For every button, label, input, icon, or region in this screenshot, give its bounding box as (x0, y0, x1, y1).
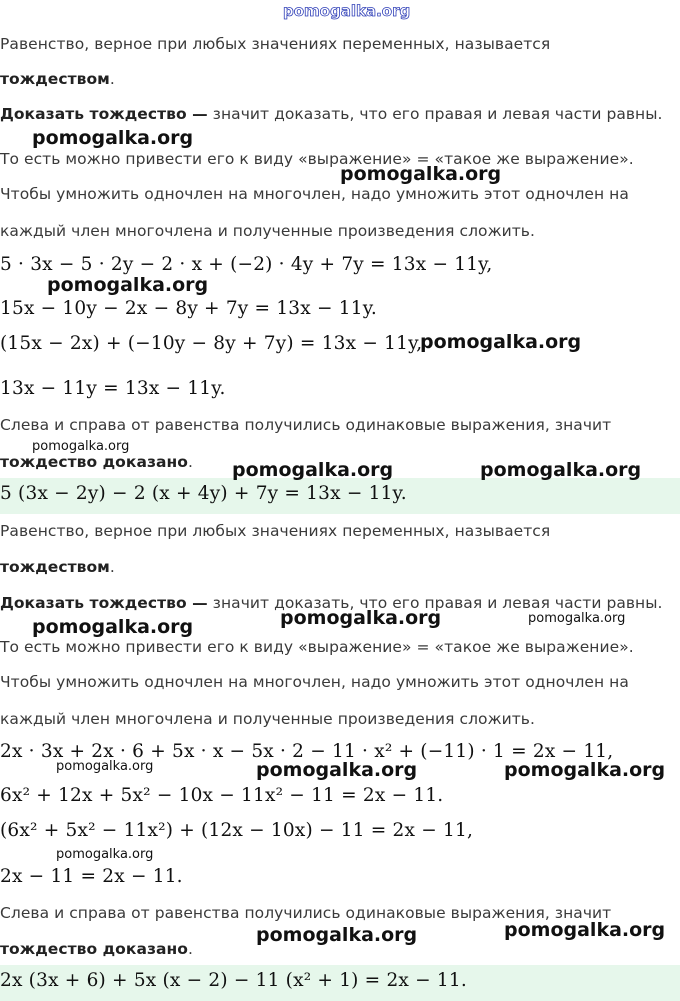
watermark: pomogalka.org (32, 616, 194, 638)
definition-term (0, 558, 115, 576)
conclusion (0, 940, 193, 958)
prove-rest: значит доказать, что его правая и левая части равны. (207, 105, 663, 123)
watermark: pomogalka.org (32, 439, 130, 454)
conclusion (0, 453, 193, 471)
rule-line-2: каждый член многочлена и полученные произведения сложить. (0, 222, 535, 240)
watermark: pomogalka.org (504, 919, 666, 941)
banner-expression: 5 (3x − 2y) − 2 (x + 4y) + 7y = 13x − 11y. (0, 483, 407, 504)
term-end: . (109, 558, 115, 576)
watermark: pomogalka.org (528, 611, 626, 626)
watermark: pomogalka.org (480, 459, 642, 481)
math-step: 15x − 10y − 2x − 8y + 7y = 13x − 11y. (0, 298, 377, 319)
watermark: pomogalka.org (232, 459, 394, 481)
watermark: pomogalka.org (340, 163, 502, 185)
watermark: pomogalka.org (32, 127, 194, 149)
rule-line-1: Чтобы умножить одночлен на многочлен, надо умножить этот одночлен на (0, 185, 629, 203)
math-step: (6x² + 5x² − 11x²) + (12x − 10x) − 11 = 2x − 11, (0, 820, 474, 841)
watermark: pomogalka.org (56, 759, 154, 774)
prove-bold: Доказать тождество — (0, 105, 208, 123)
conclusion-bold: тождество доказано (0, 940, 188, 958)
watermark: pomogalka.org (256, 759, 418, 781)
definition-line: Равенство, верное при любых значениях переменных, называется (0, 522, 551, 540)
math-step: 2x · 3x + 2x · 6 + 5x · x − 5x · 2 − 11 · x² + (−11) · 1 = 2x − 11, (0, 741, 614, 762)
definition-term (0, 70, 115, 88)
prove-bold: Доказать тождество — (0, 594, 208, 612)
watermark: pomogalka.org (420, 331, 582, 353)
term-bold: тождеством (0, 70, 110, 88)
term-end: . (109, 70, 115, 88)
banner-expression: 2x (3x + 6) + 5x (x − 2) − 11 (x² + 1) = 2x − 11. (0, 970, 467, 991)
rule-line-1: Чтобы умножить одночлен на многочлен, надо умножить этот одночлен на (0, 673, 629, 691)
math-step: 5 · 3x − 5 · 2y − 2 · x + (−2) · 4y + 7y = 13x − 11y, (0, 254, 493, 275)
math-step: (15x − 2x) + (−10y − 8y + 7y) = 13x − 11y, (0, 333, 423, 354)
math-step: 6x² + 12x + 5x² − 10x − 11x² − 11 = 2x − 11. (0, 785, 444, 806)
math-step: 13x − 11y = 13x − 11y. (0, 378, 226, 399)
conclusion-line: Слева и справа от равенства получились одинаковые выражения, значит (0, 904, 612, 922)
conclusion-end: . (187, 940, 193, 958)
watermark: pomogalka.org (256, 924, 418, 946)
watermark: pomogalka.org (504, 759, 666, 781)
form-line: То есть можно привести его к виду «выражение» = «такое же выражение». (0, 638, 634, 656)
conclusion-end: . (187, 453, 193, 471)
term-bold: тождеством (0, 558, 110, 576)
conclusion-bold: тождество доказано (0, 453, 188, 471)
prove-definition (0, 105, 663, 123)
expression-banner (0, 478, 680, 514)
expression-banner (0, 965, 680, 1001)
watermark: pomogalka.org (47, 274, 209, 296)
form-line: То есть можно привести его к виду «выражение» = «такое же выражение». (0, 150, 634, 168)
site-watermark: pomogalka.org (283, 2, 411, 20)
rule-line-2: каждый член многочлена и полученные произведения сложить. (0, 710, 535, 728)
conclusion-line: Слева и справа от равенства получились одинаковые выражения, значит (0, 416, 612, 434)
watermark: pomogalka.org (280, 607, 442, 629)
math-step: 2x − 11 = 2x − 11. (0, 866, 183, 887)
definition-line: Равенство, верное при любых значениях переменных, называется (0, 35, 551, 53)
watermark: pomogalka.org (56, 847, 154, 862)
prove-rest: значит доказать, что его правая и левая части равны. (207, 594, 663, 612)
